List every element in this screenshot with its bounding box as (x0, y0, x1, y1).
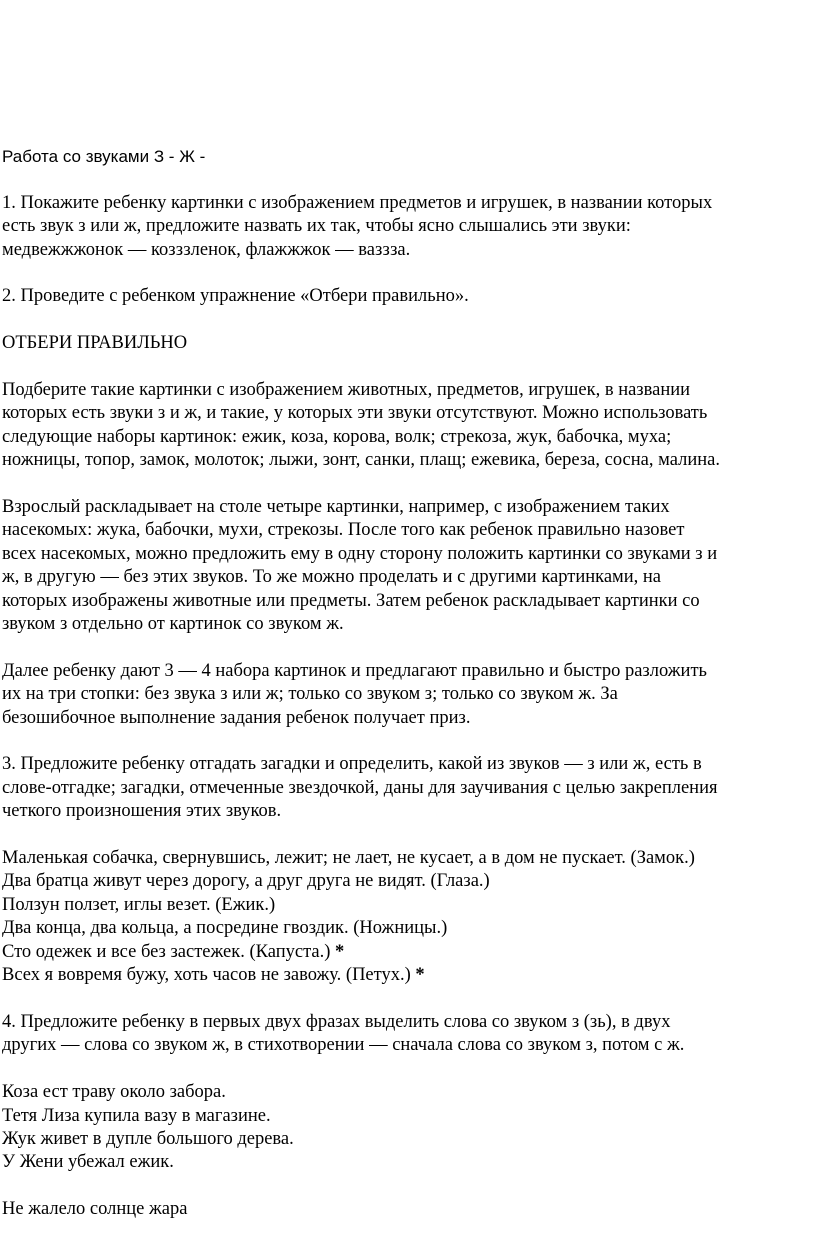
riddle (2, 964, 814, 987)
paragraph-line: насекомых: жука, бабочки, мухи, стрекозы. После того как ребенок правильно назовет (2, 520, 685, 541)
paragraph (2, 192, 814, 262)
task-4-paragraph (2, 1011, 814, 1058)
paragraph-line: которых есть звуки з и ж, и такие, у которых эти звуки отсутствуют. Можно использовать (2, 403, 708, 424)
paragraph-line: их на три стопки: без звука з или ж; только со звуком з; только со звуком ж. За (2, 684, 618, 705)
paragraph-line: всех насекомых, можно предложить ему в одну сторону положить картинки со звуками з и (2, 543, 718, 564)
phrase-line: Коза ест траву около забора. (2, 1082, 226, 1103)
paragraph-line: безошибочное выполнение задания ребенок получает приз. (2, 707, 471, 728)
paragraph-line: 1. Покажите ребенку картинки с изображением предметов и игрушек, в названии которых (2, 192, 713, 213)
phrases-list (2, 1081, 814, 1175)
paragraph-line: следующие наборы картинок: ежик, коза, корова, волк; стрекоза, жук, бабочка, муха; (2, 426, 672, 447)
paragraph-line: Далее ребенку дают 3 — 4 набора картинок и предлагают правильно и быстро разложить (2, 660, 707, 681)
paragraph (2, 496, 814, 636)
paragraph-line: четкого произношения этих звуков. (2, 801, 282, 822)
riddle-text: Ползун ползет, иглы везет. (Ежик.) (2, 894, 276, 915)
poem-first-line: Не жалело солнце жара (2, 1199, 188, 1220)
paragraph-line: 2. Проведите с ребенком упражнение «Отбери правильно». (2, 286, 469, 307)
riddle-text: Сто одежек и все без застежек. (Капуста.) (2, 941, 336, 962)
paragraph-line: Подберите такие картинки с изображением животных, предметов, игрушек, в названии (2, 380, 691, 400)
paragraph-line: других — слова со звуком ж, в стихотворении — сначала слова со звуком з, потом с ж. (2, 1035, 685, 1056)
phrase-line: У Жени убежал ежик. (2, 1152, 174, 1173)
memorize-star-icon: * (335, 941, 345, 962)
riddle (2, 870, 814, 893)
document-page (2, 145, 814, 1245)
paragraph (2, 379, 814, 473)
paragraph-line: медвежжжонок — козззленок, флажжжок — вазззa. (2, 239, 411, 260)
paragraph-line: слове-отгадке; загадки, отмеченные звездочкой, даны для заучивания с целью закрепления (2, 777, 718, 798)
paragraph-line: ж, в другую — без этих звуков. То же можно проделать и с другими картинками, на (2, 567, 662, 588)
paragraph-line: которых изображены животные или предметы. Затем ребенок раскладывает картинки со (2, 590, 700, 611)
document-heading: Работа со звуками З - Ж - (2, 147, 206, 166)
riddle (2, 941, 814, 964)
riddle (2, 847, 814, 870)
riddle-text: Всех я вовремя бужу, хоть часов не завожу. (Петух.) (2, 965, 416, 986)
paragraph (2, 285, 814, 308)
instruction-paragraphs (2, 192, 814, 824)
riddle-text: Два братца живут через дорогу, а друг друга не видят. (Глаза.) (2, 871, 490, 892)
memorize-star-icon: * (415, 965, 425, 986)
phrase-line: Тетя Лиза купила вазу в магазине. (2, 1105, 271, 1126)
paragraph-line: 4. Предложите ребенку в первых двух фразах выделить слова со звуком з (зь), в двух (2, 1011, 671, 1032)
paragraph-line: есть звук з или ж, предложите назвать их так, чтобы ясно слышались эти звуки: (2, 216, 631, 237)
poem (2, 1198, 814, 1221)
paragraph-line: ОТБЕРИ ПРАВИЛЬНО (2, 333, 188, 354)
paragraph-line: звуком з отдельно от картинок со звуком ж. (2, 614, 344, 635)
phrase-line: Жук живет в дупле большого дерева. (2, 1128, 294, 1149)
riddle-text: Маленькая собачка, свернувшись, лежит; не лает, не кусает, а в дом не пускает. (Замок.) (2, 848, 695, 869)
riddles-list (2, 847, 814, 987)
riddle (2, 894, 814, 917)
riddle (2, 917, 814, 940)
paragraph (2, 660, 814, 730)
paragraph-line: Взрослый раскладывает на столе четыре картинки, например, с изображением таких (2, 497, 670, 518)
paragraph-line: 3. Предложите ребенку отгадать загадки и определить, какой из звуков — з или ж, есть в (2, 754, 702, 775)
riddle-text: Два конца, два кольца, а посредине гвоздик. (Ножницы.) (2, 918, 448, 939)
paragraph-line: ножницы, топор, замок, молоток; лыжи, зонт, санки, плащ; ежевика, береза, сосна, малина. (2, 450, 720, 471)
paragraph (2, 332, 814, 355)
paragraph (2, 753, 814, 823)
